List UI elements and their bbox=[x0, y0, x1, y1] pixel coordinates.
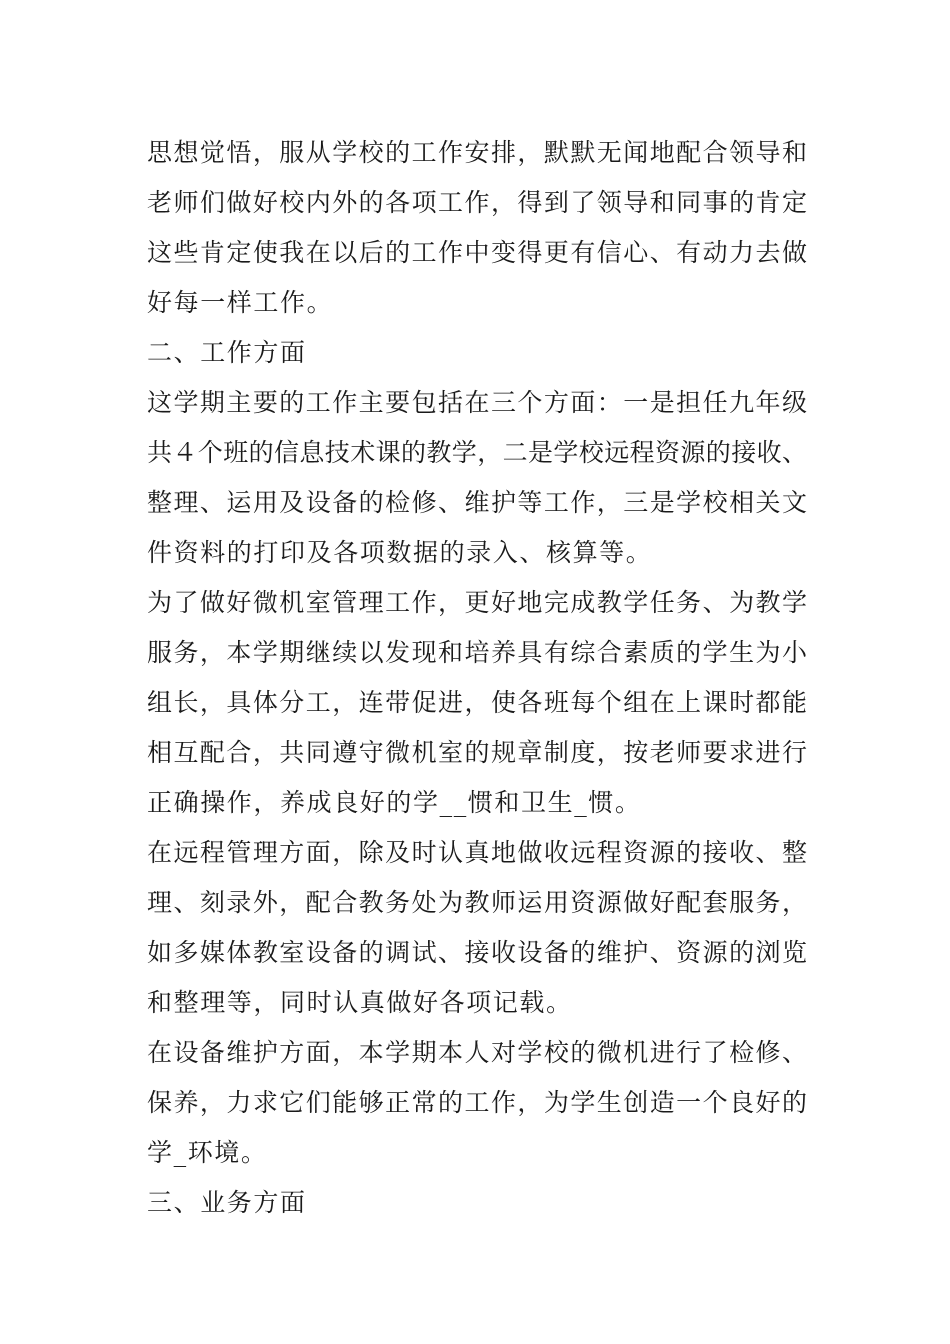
section-heading: 二、工作方面 bbox=[147, 338, 307, 367]
text-line: 这学期主要的工作主要包括在三个方面：一是担任九年级 bbox=[147, 388, 807, 417]
text-line: 服务，本学期继续以发现和培养具有综合素质的学生为小 bbox=[147, 638, 807, 667]
document-body bbox=[147, 128, 807, 1228]
text-line: 好每一样工作。 bbox=[147, 288, 334, 317]
text-line: 件资料的打印及各项数据的录入、核算等。 bbox=[147, 538, 653, 567]
text-line: 老师们做好校内外的各项工作，得到了领导和同事的肯定 bbox=[147, 188, 807, 217]
text-line: 相互配合，共同遵守微机室的规章制度，按老师要求进行 bbox=[147, 738, 807, 767]
text-line: 保养，力求它们能够正常的工作，为学生创造一个良好的 bbox=[147, 1088, 807, 1117]
text-line: 如多媒体教室设备的调试、接收设备的维护、资源的浏览 bbox=[147, 938, 807, 967]
section-heading: 三、业务方面 bbox=[147, 1188, 307, 1217]
text-line: 正确操作，养成良好的学__惯和卫生_惯。 bbox=[147, 788, 642, 817]
text-line: 这些肯定使我在以后的工作中变得更有信心、有动力去做 bbox=[147, 238, 807, 267]
text-line: 为了做好微机室管理工作，更好地完成教学任务、为教学 bbox=[147, 588, 807, 617]
text-line: 和整理等，同时认真做好各项记载。 bbox=[147, 988, 573, 1017]
text-line: 整理、运用及设备的检修、维护等工作，三是学校相关文 bbox=[147, 488, 807, 517]
text-line: 在设备维护方面，本学期本人对学校的微机进行了检修、 bbox=[147, 1038, 807, 1067]
text-line: 组长，具体分工，连带促进，使各班每个组在上课时都能 bbox=[147, 688, 807, 717]
text-line: 理、刻录外，配合教务处为教师运用资源做好配套服务， bbox=[147, 888, 807, 917]
text-line: 在远程管理方面，除及时认真地做收远程资源的接收、整 bbox=[147, 838, 807, 867]
text-line: 共４个班的信息技术课的教学，二是学校远程资源的接收、 bbox=[147, 438, 807, 467]
text-line: 学_环境。 bbox=[147, 1138, 268, 1167]
text-line: 思想觉悟，服从学校的工作安排，默默无闻地配合领导和 bbox=[147, 138, 807, 167]
